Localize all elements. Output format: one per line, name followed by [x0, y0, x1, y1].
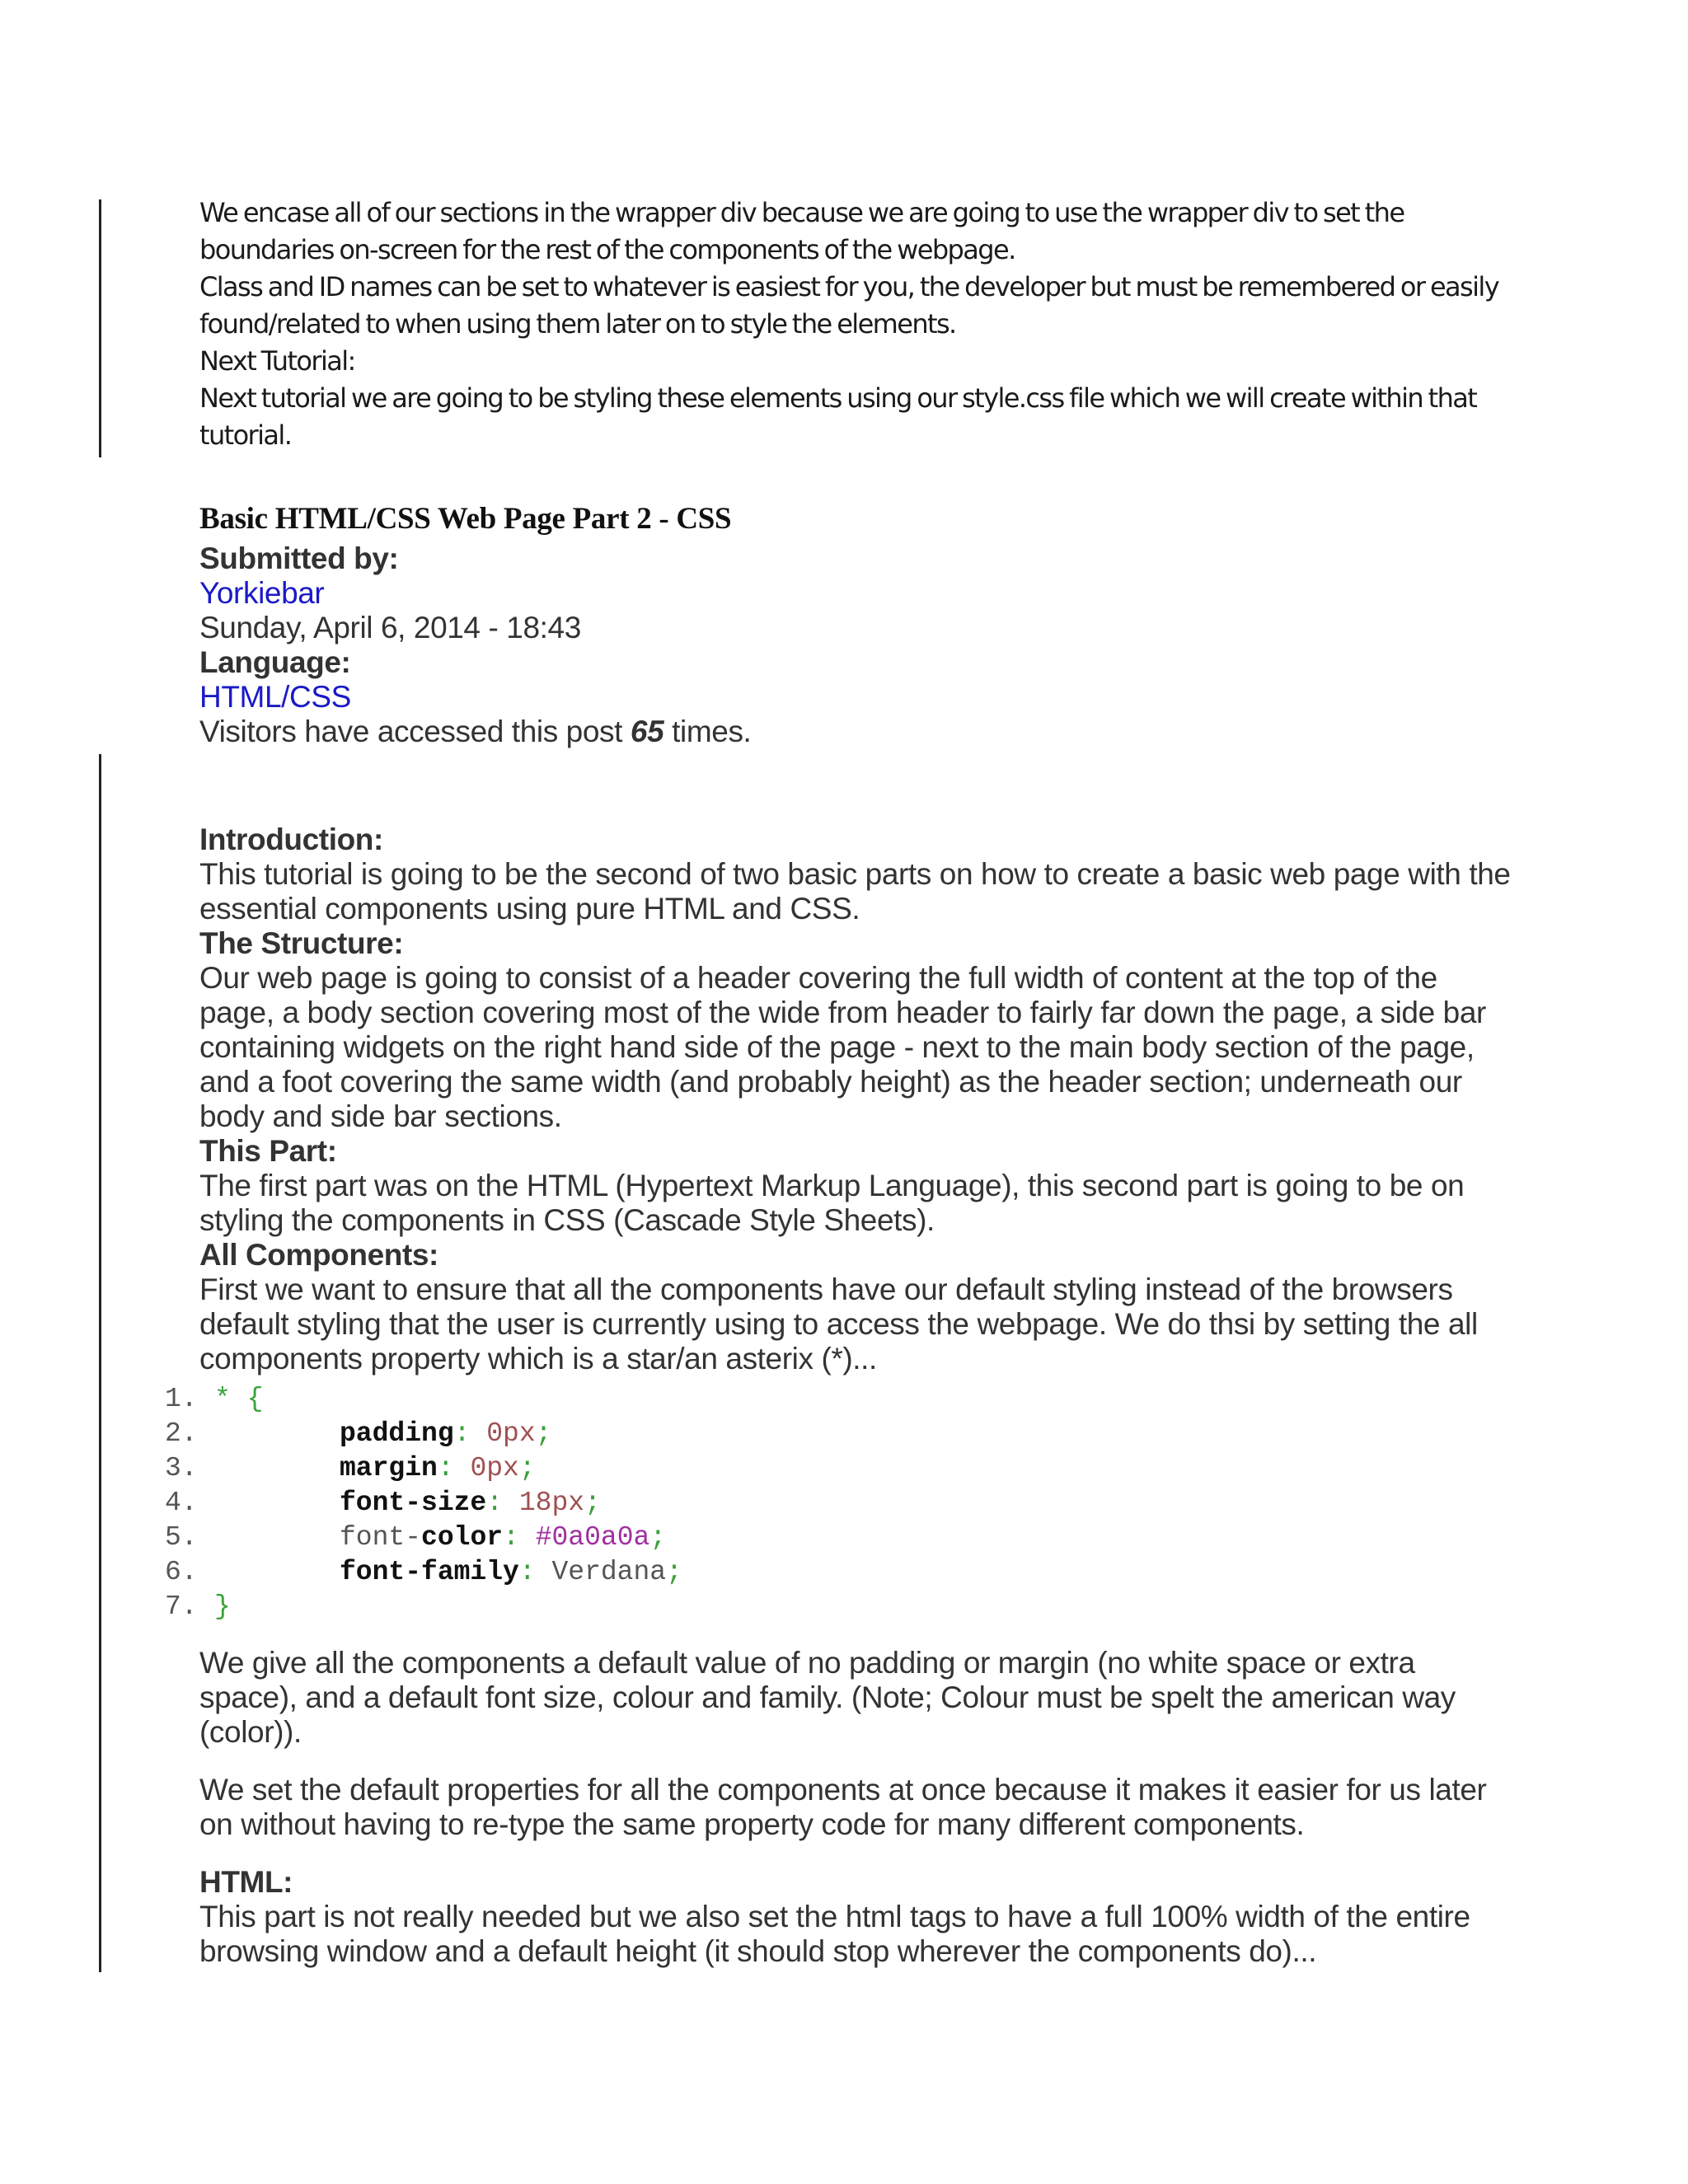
code-value: Verdana — [551, 1557, 667, 1587]
code-value: #0a0a0a — [535, 1522, 650, 1553]
line-number: 4. — [165, 1488, 198, 1518]
next-tutorial-label: Next Tutorial: — [199, 345, 355, 377]
post-title: Basic HTML/CSS Web Page Part 2 - CSS — [199, 502, 732, 536]
line-number: 5. — [165, 1522, 198, 1553]
line-number: 6. — [165, 1557, 198, 1587]
quote-bar-main — [99, 754, 101, 1972]
this-part-heading: This Part: — [199, 1134, 337, 1168]
after-code-text-1: We give all the components a default value of no padding or margin (no white space or extra space), and a default font size, colour and family. (Note; Colour must be spelt the american way (color)). — [199, 1646, 1456, 1749]
article-body — [199, 823, 1518, 1376]
intro-text: This tutorial is going to be the second of two basic parts on how to create a basic web page with the essential components using pure HTML and CSS. — [199, 857, 1511, 926]
code-value: 0px — [470, 1453, 519, 1483]
this-part-text: The first part was on the HTML (Hypertext Markup Language), this second part is going to be on styling the components in CSS (Cascade Style Sheets). — [199, 1169, 1465, 1237]
author-link[interactable]: Yorkiebar — [199, 576, 325, 610]
code-value: 18px — [518, 1488, 585, 1518]
language-label: Language: — [199, 645, 351, 679]
code-selector: * { — [214, 1384, 264, 1414]
code-line: 5. font-color: #0a0a0a; — [165, 1521, 682, 1555]
post-meta — [199, 497, 1518, 749]
language-link[interactable]: HTML/CSS — [199, 680, 351, 714]
code-close-brace: } — [214, 1591, 231, 1622]
intro-heading: Introduction: — [199, 823, 383, 856]
article-body-continued — [199, 1646, 1518, 1969]
code-line: 6. font-family: Verdana; — [165, 1555, 682, 1590]
line-number: 3. — [165, 1453, 198, 1483]
visitors-prefix: Visitors have accessed this post — [199, 715, 623, 748]
html-text: This part is not really needed but we also set the html tags to have a full 100% width of the entire browsing window and a default height (it should stop wherever the components do)... — [199, 1900, 1470, 1968]
line-number: 1. — [165, 1384, 198, 1414]
code-block — [165, 1382, 682, 1624]
visitors-count: 65 — [630, 715, 664, 748]
visitors-suffix: times. — [672, 715, 752, 748]
structure-text: Our web page is going to consist of a header covering the full width of content at the top of the page, a body section covering most of the wide from header to fairly far down the page, a side bar containing widgets on the right hand side of the page - next to the main body section of the page, and a foot covering the same width (and probably height) as the header section; underneath our body and side bar sections. — [199, 961, 1486, 1133]
line-number: 2. — [165, 1418, 198, 1449]
code-property: padding — [340, 1418, 454, 1449]
previous-paragraph-1: We encase all of our sections in the wrapper div because we are going to use the wrapper div to set the boundaries on-screen for the rest of the components of the webpage. — [199, 197, 1404, 265]
code-property: margin — [340, 1453, 438, 1483]
quote-bar-top — [99, 199, 101, 457]
all-components-heading: All Components: — [199, 1238, 438, 1272]
next-tutorial-text: Next tutorial we are going to be styling these elements using our style.css file which we will create within that tutorial. — [199, 382, 1477, 451]
structure-heading: The Structure: — [199, 926, 404, 960]
code-line — [165, 1590, 682, 1624]
line-number: 7. — [165, 1591, 198, 1622]
code-property: color — [421, 1522, 504, 1553]
submitted-by-label: Submitted by: — [199, 541, 399, 575]
code-line: 4. font-size: 18px; — [165, 1486, 682, 1521]
post-date: Sunday, April 6, 2014 - 18:43 — [199, 611, 581, 644]
code-property: font-family — [340, 1557, 519, 1587]
previous-post-excerpt — [199, 194, 1502, 454]
code-line: 2. padding: 0px; — [165, 1417, 682, 1451]
previous-paragraph-2: Class and ID names can be set to whatever is easiest for you, the developer but must be remembered or easily found/related to when using them later on to style the elements. — [199, 271, 1499, 340]
html-heading: HTML: — [199, 1865, 293, 1899]
visitors-line — [199, 715, 1518, 749]
code-line: 3. margin: 0px; — [165, 1451, 682, 1486]
code-property: font-size — [340, 1488, 487, 1518]
code-property-prefix: font- — [340, 1522, 422, 1553]
code-line — [165, 1382, 682, 1417]
code-value: 0px — [486, 1418, 536, 1449]
all-components-text: First we want to ensure that all the components have our default styling instead of the browsers default styling that the user is currently using to access the webpage. We do thsi by setting the all components property which is a star/an asterix (*)... — [199, 1272, 1478, 1376]
after-code-text-2: We set the default properties for all the components at once because it makes it easier for us later on without having to re-type the same property code for many different components. — [199, 1773, 1487, 1841]
